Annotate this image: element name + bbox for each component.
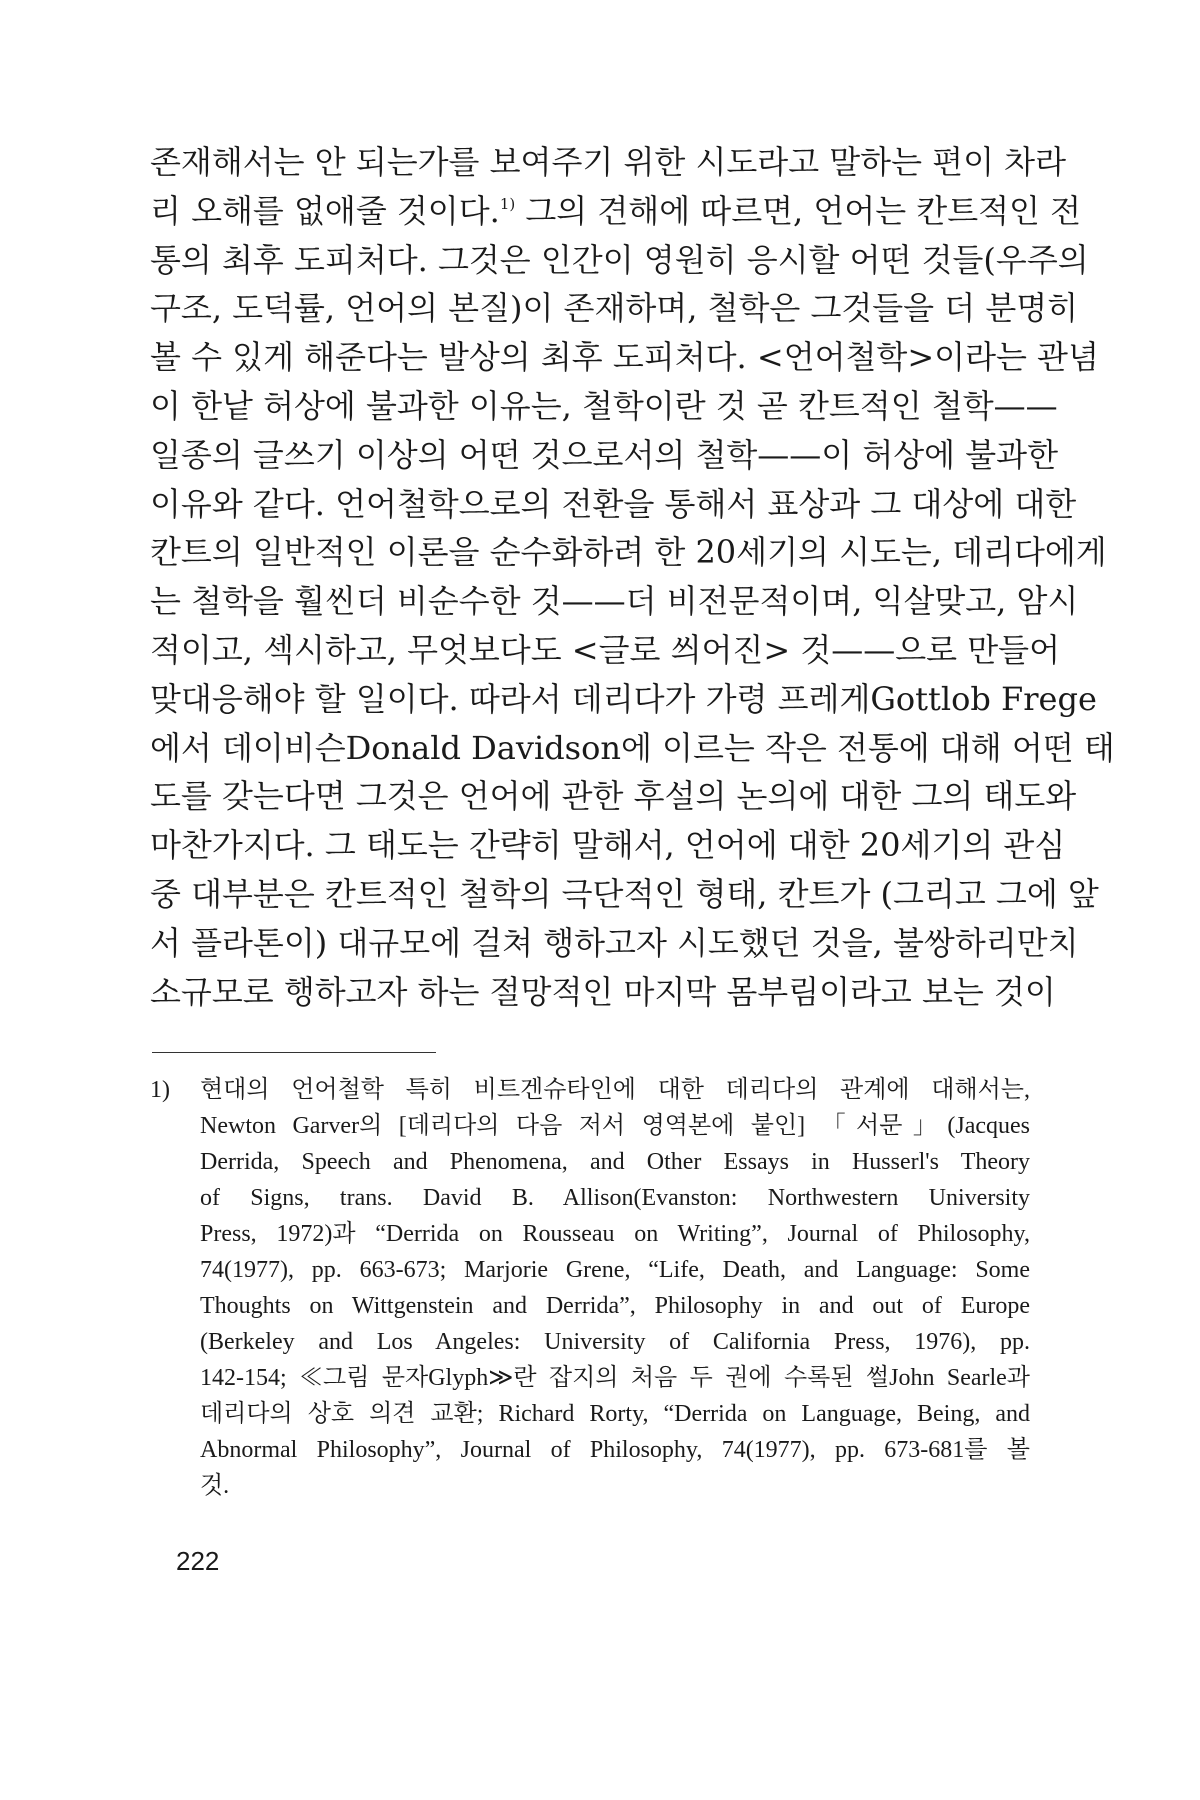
footnote-line: Derrida, Speech and Phenomena, and Other Essays in Husserl's Theory: [200, 1149, 1030, 1175]
body-line: 도를 갖는다면 그것은 언어에 관한 후설의 논의에 대한 그의 태도와: [150, 777, 1077, 816]
body-line: 맞대응해야 할 일이다. 따라서 데리다가 가령 프레게Gottlob Frege: [150, 679, 1097, 718]
body-line: 에서 데이비슨Donald Davidson에 이르는 작은 전통에 대해 어떤 태: [150, 728, 1115, 767]
body-line: 구조, 도덕률, 언어의 본질)이 존재하며, 철학은 그것들을 더 분명히: [150, 289, 1079, 328]
body-line: 칸트의 일반적인 이론을 순수화하려 한 20세기의 시도는, 데리다에게: [150, 533, 1107, 572]
body-line: 볼 수 있게 해준다는 발상의 최후 도피처다. <언어철학>이라는 관념: [150, 338, 1099, 377]
footnote-divider: [152, 1052, 436, 1053]
body-line: 존재해서는 안 되는가를 보여주기 위한 시도라고 말하는 편이 차라: [150, 143, 1067, 181]
body-line: 통의 최후 도피처다. 그것은 인간이 영원히 응시할 어떤 것들(우주의: [150, 240, 1089, 279]
body-line: 서 플라톤이) 대규모에 걸쳐 행하고자 시도했던 것을, 불쌍하리만치: [150, 923, 1079, 962]
footnote-line: Newton Garver의 [데리다의 다음 저서 영역본에 붙인] 「서문」(Jacques: [200, 1113, 1030, 1139]
main-body-text: [150, 138, 1115, 1016]
footnote-line: (Berkeley and Los Angeles: University of California Press, 1976), pp.: [200, 1329, 1030, 1355]
footnote-line: 142-154; ≪그림 문자Glyph≫란 잡지의 처음 두 권에 수록된 썰John Searle과: [200, 1365, 1030, 1391]
footnote-line: of Signs, trans. David B. Allison(Evanston: Northwestern University: [200, 1185, 1030, 1211]
body-line-text: 리 오해를 없애줄 것이다.: [150, 191, 500, 230]
body-line: 마찬가지다. 그 태도는 간략히 말해서, 언어에 대한 20세기의 관심: [150, 826, 1066, 865]
body-line: 적이고, 섹시하고, 무엇보다도 <글로 씌어진> 것——으로 만들어: [150, 630, 1060, 669]
body-line-text: 그의 견해에 따르면, 언어는 칸트적인 전: [515, 191, 1082, 230]
footnote-line: Abnormal Philosophy”, Journal of Philosophy, 74(1977), pp. 673-681를 볼: [200, 1437, 1030, 1463]
footnote-line: 데리다의 상호 의견 교환; Richard Rorty, “Derrida on Language, Being, and: [200, 1401, 1030, 1427]
footnote-line: [150, 1072, 1030, 1108]
footnote-reference: 1): [499, 194, 516, 213]
footnote-line: Thoughts on Wittgenstein and Derrida”, Philosophy in and out of Europe: [200, 1293, 1030, 1319]
body-line: 이 한낱 허상에 불과한 이유는, 철학이란 것 곧 칸트적인 철학——: [150, 386, 1058, 425]
body-line: 일종의 글쓰기 이상의 어떤 것으로서의 철학——이 허상에 불과한: [150, 435, 1059, 474]
body-line: 이유와 같다. 언어철학으로의 전환을 통해서 표상과 그 대상에 대한: [150, 484, 1077, 523]
body-line: 중 대부분은 칸트적인 철학의 극단적인 형태, 칸트가 (그리고 그에 앞: [150, 874, 1099, 913]
footnote-number: 1): [150, 1077, 170, 1103]
page-number: 222: [176, 1546, 220, 1576]
footnote: [150, 1072, 1030, 1504]
body-line: 소규모로 행하고자 하는 절망적인 마지막 몸부림이라고 보는 것이: [150, 972, 1056, 1011]
footnote-line: 것.: [200, 1473, 230, 1499]
footnote-line: Press, 1972)과 “Derrida on Rousseau on Writing”, Journal of Philosophy,: [200, 1221, 1030, 1247]
body-line: 는 철학을 훨씬더 비순수한 것——더 비전문적이며, 익살맞고, 암시: [150, 582, 1079, 621]
body-line: [150, 187, 1082, 236]
footnote-line: 74(1977), pp. 663-673; Marjorie Grene, “Life, Death, and Language: Some: [200, 1257, 1030, 1283]
footnote-line-text: 현대의 언어철학 특히 비트겐슈타인에 대한 데리다의 관계에 대해서는,: [200, 1077, 1030, 1103]
